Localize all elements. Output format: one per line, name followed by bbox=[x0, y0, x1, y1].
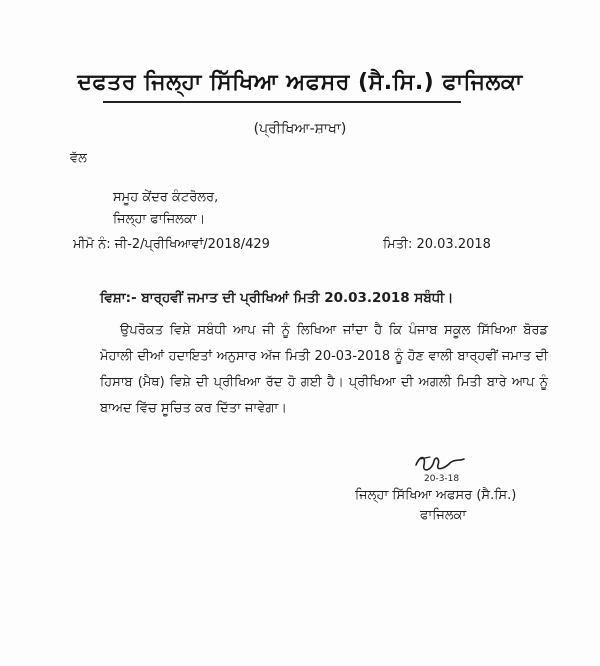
subject-line: ਵਿਸ਼ਾ:- ਬਾਰ੍ਹਵੀਂ ਜਮਾਤ ਦੀ ਪ੍ਰੀਖਿਆਂ ਮਿਤੀ 20.03.2018 ਸਬੰਧੀ। bbox=[100, 290, 454, 306]
title-underline bbox=[103, 101, 461, 103]
memo-number: ਮੀਮੋ ਨੰ: ਜੀ-2/ਪ੍ਰੀਖਿਆਵਾਂ/2018/429 bbox=[73, 237, 270, 252]
letter-body: ਉਪਰੋਕਤ ਵਿਸ਼ੇ ਸਬੰਧੀ ਆਪ ਜੀ ਨੂੰ ਲਿਖਿਆ ਜਾਂਦਾ ਹੈ ਕਿ ਪੰਜਾਬ ਸਕੂਲ ਸਿੱਖਿਆ ਬੋਰਡ ਮੋਹਾਲੀ ਦੀਆਂ ਹਦਾਇਤਾਂ ਅਨੁਸਾਰ ਅੱਜ ਮਿਤੀ 20-03-2018 ਨੂੰ ਹੋਣ ਵਾਲੀ ਬਾਰ੍ਹਵੀਂ ਜਮਾਤ ਦੀ ਹਿਸਾਬ (ਮੈਥ) ਵਿਸ਼ੇ ਦੀ ਪ੍ਰੀਖਿਆ ਰੱਦ ਹੋ ਗਈ ਹੈ। ਪ੍ਰੀਖਿਆ ਦੀ ਅਗਲੀ ਮਿਤੀ ਬਾਰੇ ਆਪ ਨੂੰ ਬਾਅਦ ਵਿੱਚ ਸੂਚਿਤ ਕਰ ਦਿੱਤਾ ਜਾਵੇਗਾ। bbox=[100, 323, 548, 416]
memo-date: ਮਿਤੀ: 20.03.2018 bbox=[383, 237, 491, 252]
branch-label: (ਪ੍ਰੀਖਿਆ-ਸ਼ਾਖਾ) bbox=[253, 121, 347, 137]
signer-title: ਜਿਲ੍ਹਾ ਸਿੱਖਿਆ ਅਫਸਰ (ਸੈ.ਸਿ.) bbox=[355, 488, 517, 503]
office-title: ਦਫਤਰ ਜਿਲ੍ਹਾ ਸਿੱਖਿਆ ਅਫਸਰ (ਸੈ.ਸਿ.) ਫਾਜਿਲਕਾ bbox=[77, 70, 523, 95]
signature-date: 20-3-18 bbox=[424, 474, 460, 484]
to-label: ਵੱਲ bbox=[70, 151, 87, 166]
signer-place: ਫਾਜਿਲਕਾ bbox=[420, 508, 467, 523]
signature-mark bbox=[410, 451, 470, 485]
recipient-line-2: ਜਿਲ੍ਹਾ ਫਾਜਿਲਕਾ। bbox=[113, 212, 206, 227]
recipient-line-1: ਸਮੂਹ ਕੇਂਦਰ ਕੰਟਰੋਲਰ, bbox=[113, 190, 219, 205]
